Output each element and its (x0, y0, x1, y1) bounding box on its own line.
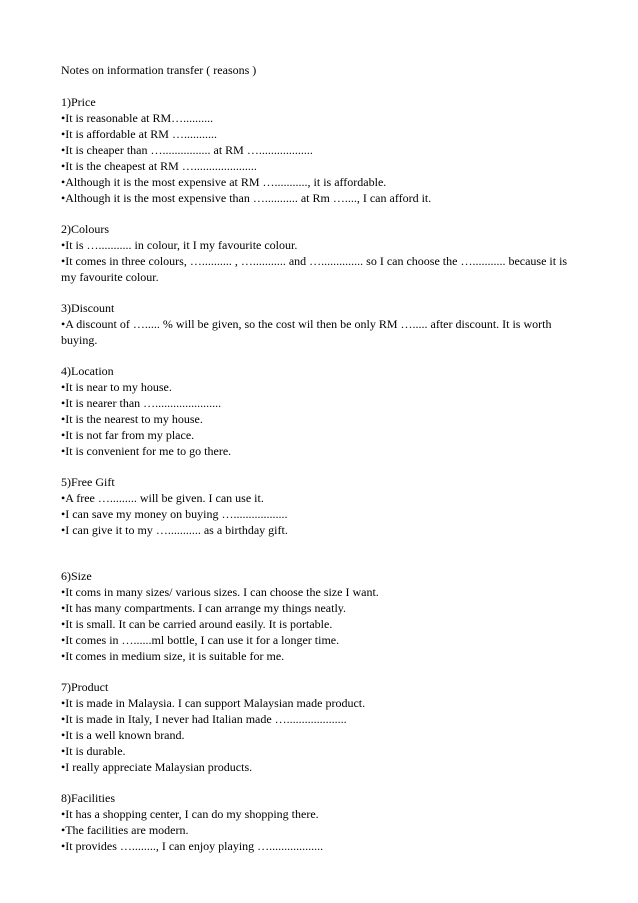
list-item: •It comes in three colours, ….......... , …........... and ….............. so I can choose the …........... because it is my favourite colour. (61, 254, 568, 284)
list-item: •It has a shopping center, I can do my shopping there. (61, 807, 319, 821)
section-product (61, 679, 571, 775)
list-item: •It has many compartments. I can arrange my things neatly. (61, 601, 346, 615)
section-location (61, 363, 571, 459)
section-heading: 1)Price (61, 95, 96, 109)
list-item: •It is durable. (61, 744, 126, 758)
section-heading: 8)Facilities (61, 791, 115, 805)
list-item: •It is convenient for me to go there. (61, 444, 232, 458)
list-item: •It is …........... in colour, it I my favourite colour. (61, 238, 298, 252)
section-colours (61, 221, 571, 285)
section-discount (61, 300, 571, 348)
list-item: •It is cheaper than …................ at RM ….................. (61, 143, 313, 157)
list-item: •A discount of …..... % will be given, so the cost wil then be only RM …..... after discount. It is worth buying. (61, 317, 552, 347)
document-title: Notes on information transfer ( reasons ) (61, 63, 257, 77)
section-facilities (61, 790, 571, 854)
list-item: •The facilities are modern. (61, 823, 189, 837)
list-item: •It coms in many sizes/ various sizes. I can choose the size I want. (61, 585, 379, 599)
list-item: •I can give it to my …........... as a birthday gift. (61, 523, 288, 537)
list-item: •It is a well known brand. (61, 728, 185, 742)
list-item: •It is not far from my place. (61, 428, 195, 442)
list-item: •It is the nearest to my house. (61, 412, 203, 426)
list-item: •It is the cheapest at RM …..................... (61, 159, 257, 173)
list-item: •It comes in medium size, it is suitable for me. (61, 649, 285, 663)
list-item: •A free …......... will be given. I can use it. (61, 491, 264, 505)
list-item: •It is small. It can be carried around easily. It is portable. (61, 617, 333, 631)
list-item: •It is near to my house. (61, 380, 172, 394)
section-heading: 2)Colours (61, 222, 109, 236)
section-heading: 6)Size (61, 569, 92, 583)
list-item: •Although it is the most expensive than …........... at Rm …...., I can afford it. (61, 191, 432, 205)
section-size (61, 568, 571, 664)
section-price (61, 94, 571, 206)
section-heading: 3)Discount (61, 301, 115, 315)
list-item: •I can save my money on buying ….................. (61, 507, 288, 521)
list-item: •It is nearer than …...................... (61, 396, 222, 410)
section-heading: 7)Product (61, 680, 109, 694)
list-item: •It is reasonable at RM….......... (61, 111, 214, 125)
list-item: •It is made in Italy, I never had Italian made ….................... (61, 712, 347, 726)
list-item: •It provides …........, I can enjoy playing ….................. (61, 839, 324, 853)
section-free-gift (61, 474, 571, 538)
list-item: •Although it is the most expensive at RM …..........., it is affordable. (61, 175, 387, 189)
section-heading: 5)Free Gift (61, 475, 115, 489)
list-item: •It comes in …......ml bottle, I can use it for a longer time. (61, 633, 340, 647)
list-item: •I really appreciate Malaysian products. (61, 760, 253, 774)
list-item: •It is made in Malaysia. I can support Malaysian made product. (61, 696, 366, 710)
document-page (61, 62, 571, 869)
list-item: •It is affordable at RM …........... (61, 127, 217, 141)
section-heading: 4)Location (61, 364, 114, 378)
